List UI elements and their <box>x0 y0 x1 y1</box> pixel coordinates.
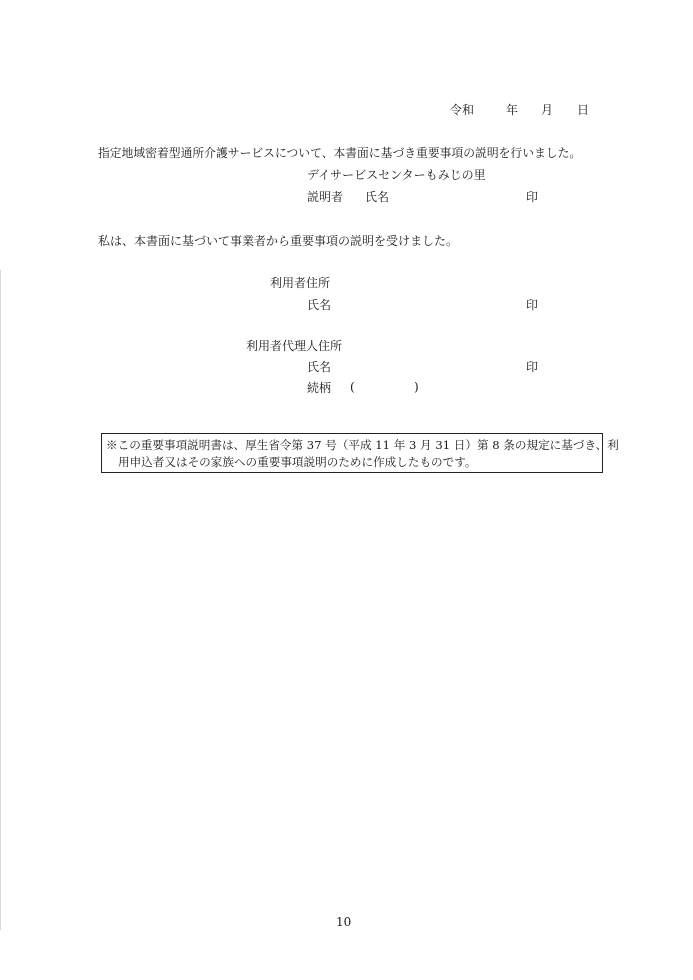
relationship-paren-close: ) <box>414 380 419 394</box>
user-seal: 印 <box>526 298 539 312</box>
relationship-paren-open: ( <box>350 380 355 394</box>
regulation-note-box <box>101 433 619 473</box>
user-address-label: 利用者住所 <box>270 276 331 290</box>
user-name-label: 氏名 <box>307 298 332 312</box>
explainer-label: 説明者 <box>307 190 344 204</box>
regulation-note-line-1: ※この重要事項説明書は、厚生省令第 37 号（平成 11 年 3 月 31 日）第 8 条の規定に基づき、利 <box>106 438 619 452</box>
date-era: 令和 <box>450 103 475 117</box>
representative-seal: 印 <box>526 360 539 374</box>
explainer-name-label: 氏名 <box>365 190 390 204</box>
facility-name: デイサービスセンターもみじの里 <box>307 168 486 182</box>
date-month-label: 月 <box>541 103 554 117</box>
relationship-label: 続柄 <box>307 381 332 395</box>
date-year-label: 年 <box>506 103 519 117</box>
regulation-note-line-2: 用申込者又はその家族への重要事項説明のために作成したものです。 <box>118 455 477 469</box>
representative-name-label: 氏名 <box>307 360 332 374</box>
date-day-label: 日 <box>577 103 590 117</box>
scan-edge-artifact <box>0 270 1 930</box>
page-number: 10 <box>336 915 352 929</box>
provider-statement: 指定地域密着型通所介護サービスについて、本書面に基づき重要事項の説明を行いました。 <box>98 146 582 160</box>
user-statement: 私は、本書面に基づいて事業者から重要事項の説明を受けました。 <box>98 234 459 248</box>
representative-address-label: 利用者代理人住所 <box>246 339 343 353</box>
explainer-seal: 印 <box>526 190 539 204</box>
